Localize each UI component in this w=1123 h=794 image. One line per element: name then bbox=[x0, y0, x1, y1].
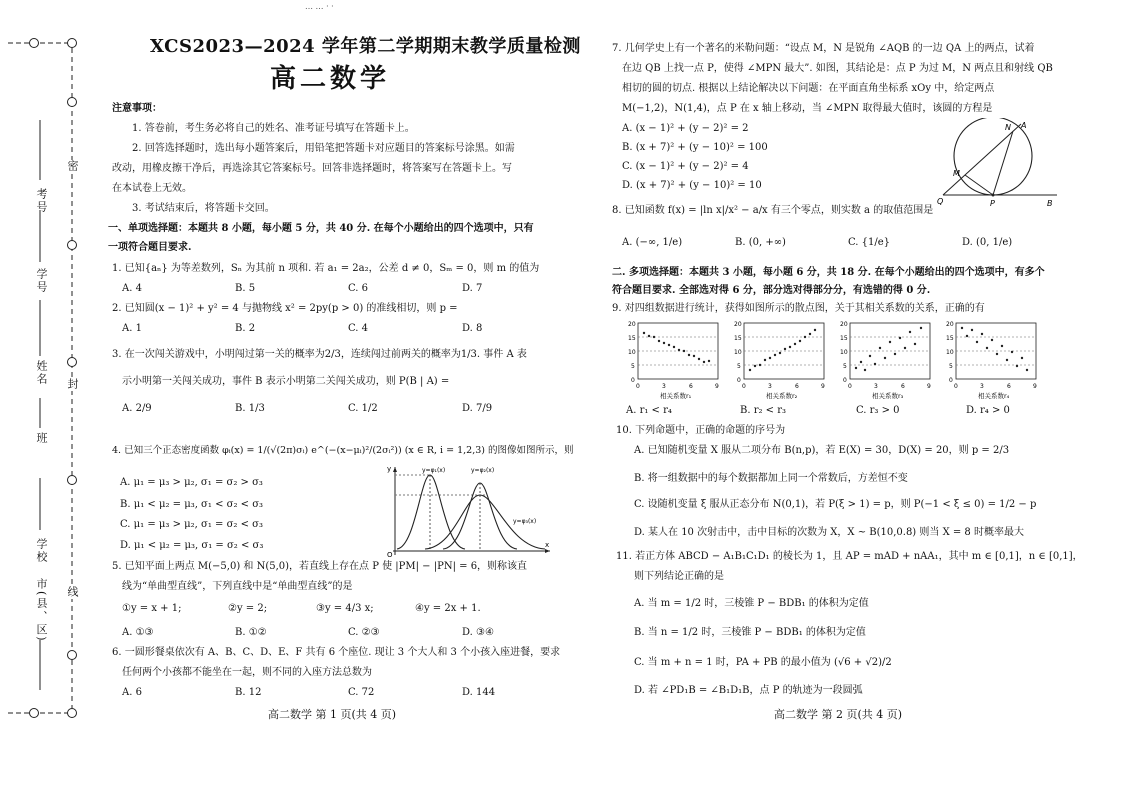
label-exam-number: 考号 bbox=[35, 188, 48, 214]
q7-line: M(−1,2)，N(1,4)，点 P 在 x 轴上移动，当 ∠MPN 取得最大值时，该圆的方程是 bbox=[622, 103, 993, 114]
q2-option-a: A. 1 bbox=[122, 323, 142, 334]
svg-text:20: 20 bbox=[628, 321, 636, 328]
q1-option-c: C. 6 bbox=[348, 283, 369, 294]
q8-stem: 8. 已知函数 f(x) = |ln x|/x² − a/x 有三个零点，则实数 a 的取值范围是 bbox=[612, 205, 934, 216]
svg-text:9: 9 bbox=[821, 383, 825, 390]
q11-stem-line2: 则下列结论正确的是 bbox=[634, 571, 724, 582]
q8-option-b: B. (0, +∞) bbox=[735, 237, 786, 248]
footer-page-2: 高二数学 第 2 页(共 4 页) bbox=[774, 708, 903, 721]
svg-text:0: 0 bbox=[631, 377, 635, 384]
svg-text:10: 10 bbox=[840, 349, 848, 356]
svg-text:5: 5 bbox=[631, 363, 635, 370]
svg-text:20: 20 bbox=[734, 321, 742, 328]
svg-text:0: 0 bbox=[636, 383, 640, 390]
svg-text:0: 0 bbox=[949, 377, 953, 384]
svg-text:3: 3 bbox=[662, 383, 666, 390]
svg-text:15: 15 bbox=[734, 335, 742, 342]
q6-option-b: B. 12 bbox=[235, 687, 262, 698]
q4-option-b: B. μ₁ < μ₂ = μ₃, σ₁ < σ₂ < σ₃ bbox=[120, 499, 264, 510]
svg-text:0: 0 bbox=[843, 377, 847, 384]
section1-heading: 一项符合题目要求. bbox=[108, 242, 192, 253]
q7-option-b: B. (x + 7)² + (y − 10)² = 100 bbox=[622, 142, 768, 153]
svg-text:10: 10 bbox=[734, 349, 742, 356]
q9-option-d: D. r₄ > 0 bbox=[966, 405, 1010, 416]
svg-text:5: 5 bbox=[737, 363, 741, 370]
svg-text:10: 10 bbox=[946, 349, 954, 356]
q8-option-a: A. (−∞, 1/e) bbox=[622, 237, 683, 248]
svg-text:0: 0 bbox=[737, 377, 741, 384]
scatter-caption-3: 相关系数r₃ bbox=[872, 392, 904, 400]
binding-hole bbox=[30, 709, 39, 718]
q2-option-d: D. 8 bbox=[462, 323, 483, 334]
q5-stem: 5. 已知平面上两点 M(−5,0) 和 N(5,0)，若直线上存在点 P 使 |PM| − |PN| = 6，则称该直 bbox=[112, 561, 528, 572]
label-class: 班 bbox=[35, 432, 48, 445]
exam-title: XCS2023—2024 学年第二学期期末教学质量检测 bbox=[150, 36, 581, 57]
q7-option-d: D. (x + 7)² + (y − 10)² = 10 bbox=[622, 180, 762, 191]
q8-option-d: D. (0, 1/e) bbox=[962, 237, 1013, 248]
q10-item-b: B. 将一组数据中的每个数据都加上同一个常数后，方差恒不变 bbox=[634, 473, 908, 484]
footer-page-1: 高二数学 第 1 页(共 4 页) bbox=[268, 708, 397, 721]
subject-title: 高二数学 bbox=[270, 64, 391, 94]
q1-stem: 1. 已知{aₙ} 为等差数列，Sₙ 为其前 n 项和. 若 a₁ = 2a₂，公差 d ≠ 0，Sₘ = 0，则 m 的值为 bbox=[112, 263, 540, 274]
q9-stem: 9. 对四组数据进行统计，获得如图所示的散点图，关于其相关系数的关系，正确的有 bbox=[612, 303, 985, 314]
q6-option-c: C. 72 bbox=[348, 687, 375, 698]
q1-option-b: B. 5 bbox=[235, 283, 256, 294]
q2-stem: 2. 已知圆(x − 1)² + y² = 4 与抛物线 x² = 2py(p > 0) 的准线相切，则 p = bbox=[112, 303, 458, 314]
q5-option-b: B. ①② bbox=[235, 627, 267, 638]
binding-hole bbox=[30, 39, 39, 48]
q4-option-a: A. μ₁ = μ₃ > μ₂, σ₁ = σ₂ > σ₃ bbox=[120, 477, 263, 488]
q5-option-c: C. ②③ bbox=[348, 627, 380, 638]
q2-option-c: C. 4 bbox=[348, 323, 369, 334]
q6-stem-line2: 任何两个小孩都不能坐在一起，则不同的入座方法总数为 bbox=[122, 667, 372, 678]
q10-item-a: A. 已知随机变量 X 服从二项分布 B(n,p)，若 E(X) = 30，D(X) = 20，则 p = 2/3 bbox=[634, 445, 1010, 456]
notes-heading: 注意事项： bbox=[112, 103, 162, 114]
q11-item-d: D. 若 ∠PD₁B = ∠B₁D₁B，点 P 的轨迹为一段圆弧 bbox=[634, 685, 863, 696]
q4-option-d: D. μ₁ < μ₂ = μ₃, σ₁ = σ₂ < σ₃ bbox=[120, 540, 264, 551]
q3-stem-line2: 示小明第一关闯关成功，事件 B 表示小明第二关闯关成功，则 P(B | A) = bbox=[122, 376, 450, 387]
svg-text:6: 6 bbox=[795, 383, 799, 390]
curve-label-1: y=φ₁(x) bbox=[422, 467, 446, 474]
scatter-panel-1 bbox=[628, 321, 719, 400]
pt-B: B bbox=[1047, 199, 1053, 208]
svg-text:15: 15 bbox=[628, 335, 636, 342]
pt-P: P bbox=[990, 199, 995, 208]
svg-text:10: 10 bbox=[628, 349, 636, 356]
q6-stem: 6. 一圆形餐桌依次有 A、B、C、D、E、F 共有 6 个座位. 现让 3 个大人和 3 个小孩入座进餐，要求 bbox=[112, 647, 561, 658]
q7-line: 在边 QB 上找一点 P，使得 ∠MPN 最大”. 如图，其结论是：点 P 为过 M，N 两点且和射线 QB bbox=[622, 63, 1053, 74]
binding-hole bbox=[68, 358, 77, 367]
scatter-panel-3 bbox=[840, 321, 931, 400]
binding-margin bbox=[0, 0, 110, 794]
q3-stem: 3. 在一次闯关游戏中，小明闯过第一关的概率为2/3，连续闯过前两关的概率为1/3. 事件 A 表 bbox=[112, 349, 527, 360]
q4-normal-curves-figure bbox=[385, 463, 555, 558]
seal-char-xian: 线 bbox=[66, 586, 79, 599]
q6-option-d: D. 144 bbox=[462, 687, 496, 698]
curve-label-2: y=φ₂(x) bbox=[471, 467, 495, 474]
label-name: 姓名 bbox=[35, 360, 48, 386]
svg-text:20: 20 bbox=[840, 321, 848, 328]
note-line: 2. 回答选择题时，选出每小题答案后，用铅笔把答题卡对应题目的答案标号涂黑。如需 bbox=[132, 143, 515, 154]
binding-hole bbox=[68, 39, 77, 48]
pt-Q: Q bbox=[937, 197, 944, 206]
svg-text:15: 15 bbox=[946, 335, 954, 342]
q4-option-c: C. μ₁ = μ₃ > μ₂, σ₁ = σ₂ < σ₃ bbox=[120, 519, 263, 530]
svg-text:0: 0 bbox=[848, 383, 852, 390]
q2-option-b: B. 2 bbox=[235, 323, 256, 334]
q5-choice-4: ④y = 2x + 1. bbox=[415, 603, 481, 614]
curve-label-3: y=φ₃(x) bbox=[513, 518, 537, 525]
svg-text:6: 6 bbox=[1007, 383, 1011, 390]
svg-text:3: 3 bbox=[768, 383, 772, 390]
origin-label: O bbox=[387, 551, 393, 558]
svg-text:3: 3 bbox=[874, 383, 878, 390]
q5-option-a: A. ①③ bbox=[122, 627, 154, 638]
pt-A: A bbox=[1021, 121, 1027, 130]
svg-text:0: 0 bbox=[954, 383, 958, 390]
q7-line: 7. 几何学史上有一个著名的米勒问题：“设点 M，N 是锐角 ∠AQB 的一边 QA 上的两点，试着 bbox=[612, 43, 1035, 54]
binding-hole bbox=[68, 476, 77, 485]
binding-hole bbox=[68, 709, 77, 718]
q3-option-b: B. 1/3 bbox=[235, 403, 265, 414]
scatter-caption-1: 相关系数r₁ bbox=[660, 392, 692, 400]
seal-char-feng: 封 bbox=[66, 378, 79, 391]
svg-text:5: 5 bbox=[843, 363, 847, 370]
q7-line: 相切的圆的切点. 根据以上结论解决以下问题：在平面直角坐标系 xOy 中，给定两点 bbox=[622, 83, 995, 94]
q10-stem: 10. 下列命题中，正确的命题的序号为 bbox=[616, 425, 786, 436]
section1-heading: 一、单项选择题：本题共 8 小题，每小题 5 分，共 40 分. 在每个小题给出的四个选项中，只有 bbox=[108, 223, 534, 234]
q7-option-a: A. (x − 1)² + (y − 2)² = 2 bbox=[622, 123, 749, 134]
q9-option-c: C. r₃ > 0 bbox=[856, 405, 900, 416]
q11-item-b: B. 当 n = 1/2 时，三棱锥 P − BDB₁ 的体积为定值 bbox=[634, 627, 866, 638]
binding-hole bbox=[68, 651, 77, 660]
scatter-panel-4 bbox=[946, 321, 1037, 400]
svg-text:9: 9 bbox=[1033, 383, 1037, 390]
q3-option-d: D. 7/9 bbox=[462, 403, 493, 414]
q4-stem: 4. 已知三个正态密度函数 φᵢ(x) = 1/(√(2π)σᵢ) e^(−(x−μᵢ)²/(2σᵢ²)) (x ∈ R, i = 1,2,3) 的图像如图所示，则 bbox=[112, 445, 574, 456]
note-line: 改动，用橡皮擦干净后，再选涂其它答案标号。回答非选择题时，将答案写在答题卡上。写 bbox=[112, 163, 512, 174]
q11-item-a: A. 当 m = 1/2 时，三棱锥 P − BDB₁ 的体积为定值 bbox=[634, 598, 869, 609]
svg-text:6: 6 bbox=[689, 383, 693, 390]
section2-heading: 二. 多项选择题：本题共 3 小题，每小题 6 分，共 18 分. 在每个小题给出的四个选项中，有多个 bbox=[612, 267, 1045, 278]
svg-text:9: 9 bbox=[715, 383, 719, 390]
q6-option-a: A. 6 bbox=[122, 687, 142, 698]
label-city-district: 市(县、区) bbox=[35, 578, 48, 643]
q1-option-d: D. 7 bbox=[462, 283, 483, 294]
q1-option-a: A. 4 bbox=[122, 283, 142, 294]
top-marks: … … · · bbox=[305, 2, 334, 11]
pt-M: M bbox=[953, 169, 960, 178]
section2-heading: 符合题目要求. 全部选对得 6 分，部分选对得部分分，有选错的得 0 分. bbox=[612, 285, 931, 296]
q9-option-b: B. r₂ < r₃ bbox=[740, 405, 787, 416]
q11-item-c: C. 当 m + n = 1 时，PA + PB 的最小值为 (√6 + √2)/2 bbox=[634, 657, 892, 668]
svg-text:3: 3 bbox=[980, 383, 984, 390]
binding-hole bbox=[68, 241, 77, 250]
svg-text:0: 0 bbox=[742, 383, 746, 390]
scatter-panel-2 bbox=[734, 321, 825, 400]
q3-option-a: A. 2/9 bbox=[122, 403, 152, 414]
q10-item-c: C. 设随机变量 ξ 服从正态分布 N(0,1)，若 P(ξ > 1) = p，则 P(−1 < ξ ≤ 0) = 1/2 − p bbox=[634, 499, 1037, 510]
q5-choice-1: ①y = x + 1; bbox=[122, 603, 182, 614]
svg-text:6: 6 bbox=[901, 383, 905, 390]
q9-scatter-plots bbox=[618, 318, 1058, 402]
q9-option-a: A. r₁ < r₄ bbox=[626, 405, 672, 416]
q3-option-c: C. 1/2 bbox=[348, 403, 378, 414]
q10-item-d: D. 某人在 10 次射击中，击中目标的次数为 X，X ~ B(10,0.8) 则当 X = 8 时概率最大 bbox=[634, 527, 1024, 538]
label-school: 学校 bbox=[35, 538, 48, 564]
axis-y-label: y bbox=[387, 465, 392, 473]
q8-option-c: C. {1/e} bbox=[848, 237, 891, 248]
q5-option-d: D. ③④ bbox=[462, 627, 494, 638]
note-line: 3. 考试结束后，将答题卡交回。 bbox=[132, 203, 275, 214]
svg-text:15: 15 bbox=[840, 335, 848, 342]
q7-option-c: C. (x − 1)² + (y − 2)² = 4 bbox=[622, 161, 749, 172]
q5-stem-line2: 线为“单曲型直线”，下列直线中是“单曲型直线”的是 bbox=[122, 581, 353, 592]
scatter-caption-2: 相关系数r₂ bbox=[766, 392, 798, 400]
svg-text:5: 5 bbox=[949, 363, 953, 370]
note-line: 1. 答卷前，考生务必将自己的姓名、准考证号填写在答题卡上。 bbox=[132, 123, 415, 134]
axis-x-label: x bbox=[545, 541, 550, 549]
seal-char-mi: 密 bbox=[66, 160, 79, 173]
q7-miller-figure bbox=[935, 118, 1065, 210]
label-student-number: 学号 bbox=[35, 268, 48, 294]
svg-text:9: 9 bbox=[927, 383, 931, 390]
q5-choice-2: ②y = 2; bbox=[228, 603, 268, 614]
pt-N: N bbox=[1005, 123, 1011, 132]
scatter-caption-4: 相关系数r₄ bbox=[978, 392, 1010, 400]
svg-text:20: 20 bbox=[946, 321, 954, 328]
note-line: 在本试卷上无效。 bbox=[112, 183, 192, 194]
q5-choice-3: ③y = 4/3 x; bbox=[316, 603, 374, 614]
binding-hole bbox=[68, 98, 77, 107]
q11-stem: 11. 若正方体 ABCD − A₁B₁C₁D₁ 的棱长为 1，且 AP = mAD + nAA₁，其中 m ∈ [0,1]，n ∈ [0,1]， bbox=[616, 551, 1083, 562]
